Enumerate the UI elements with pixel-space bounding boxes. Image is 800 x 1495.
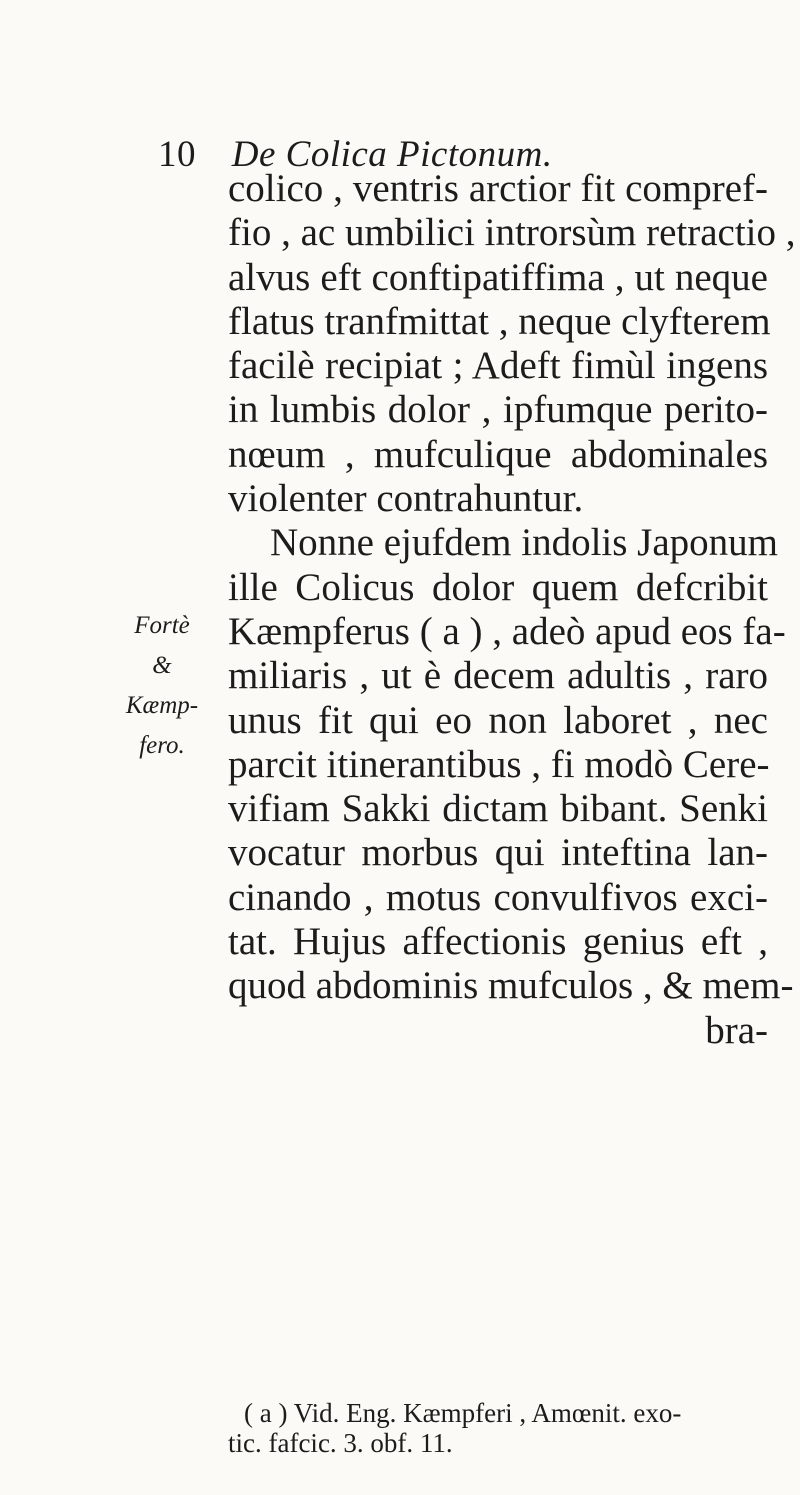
text-line: Kæmpferus ( a ) , adeò apud eos fa- — [228, 609, 786, 653]
text-line: nœum , mufculique abdominales — [228, 432, 768, 476]
margin-note-line: Kæmp- — [125, 692, 199, 719]
text-line: vocatur morbus qui inteftina lan- — [228, 831, 768, 875]
text-line: miliaris , ut è decem adultis , raro — [228, 654, 768, 698]
marginal-note — [112, 606, 212, 766]
text-line: ille Colicus dolor quem defcribit — [228, 565, 768, 609]
text-line: in lumbis dolor , ipfumque perito- — [228, 388, 768, 432]
text-line: cinando , motus convulfivos exci- — [228, 875, 768, 919]
text-line: flatus tranfmittat , neque clyfterem — [228, 299, 771, 343]
margin-note-line: fero. — [139, 732, 185, 759]
text-line: unus fit qui eo non laboret , nec — [228, 698, 768, 742]
text-line: tat. Hujus affectionis genius eft , — [228, 920, 768, 964]
text-line: violenter contrahuntur. — [228, 477, 584, 521]
margin-note-line: Fortè — [134, 612, 190, 639]
page-number: 10 — [158, 134, 196, 175]
running-title: De Colica Pictonum. — [231, 134, 553, 175]
text-line: alvus eft conftipatiffima , ut neque — [228, 255, 768, 299]
text-line: parcit itinerantibus , fi modò Cere- — [228, 742, 770, 786]
catchword: bra- — [705, 1008, 768, 1052]
paragraph-start-line: Nonne ejufdem indolis Japonum — [270, 521, 779, 565]
text-line: colico , ventris arctior fit compref- — [228, 167, 768, 210]
text-line: vifiam Sakki dictam bibant. Senki — [228, 787, 768, 831]
margin-note-line: & — [152, 652, 172, 679]
text-line: quod abdominis mufculos , & mem- — [228, 964, 794, 1008]
footnote-line: tic. fafcic. 3. obf. 11. — [228, 1428, 453, 1458]
main-text — [228, 167, 796, 1053]
text-line: facilè recipiat ; Adeft fimùl ingens — [228, 344, 768, 388]
footnote-line: ( a ) Vid. Eng. Kæmpferi , Amœnit. exo- — [244, 1398, 682, 1428]
footnote — [228, 1398, 768, 1458]
text-line: fio , ac umbilici introrsùm retractio , — [228, 211, 796, 255]
